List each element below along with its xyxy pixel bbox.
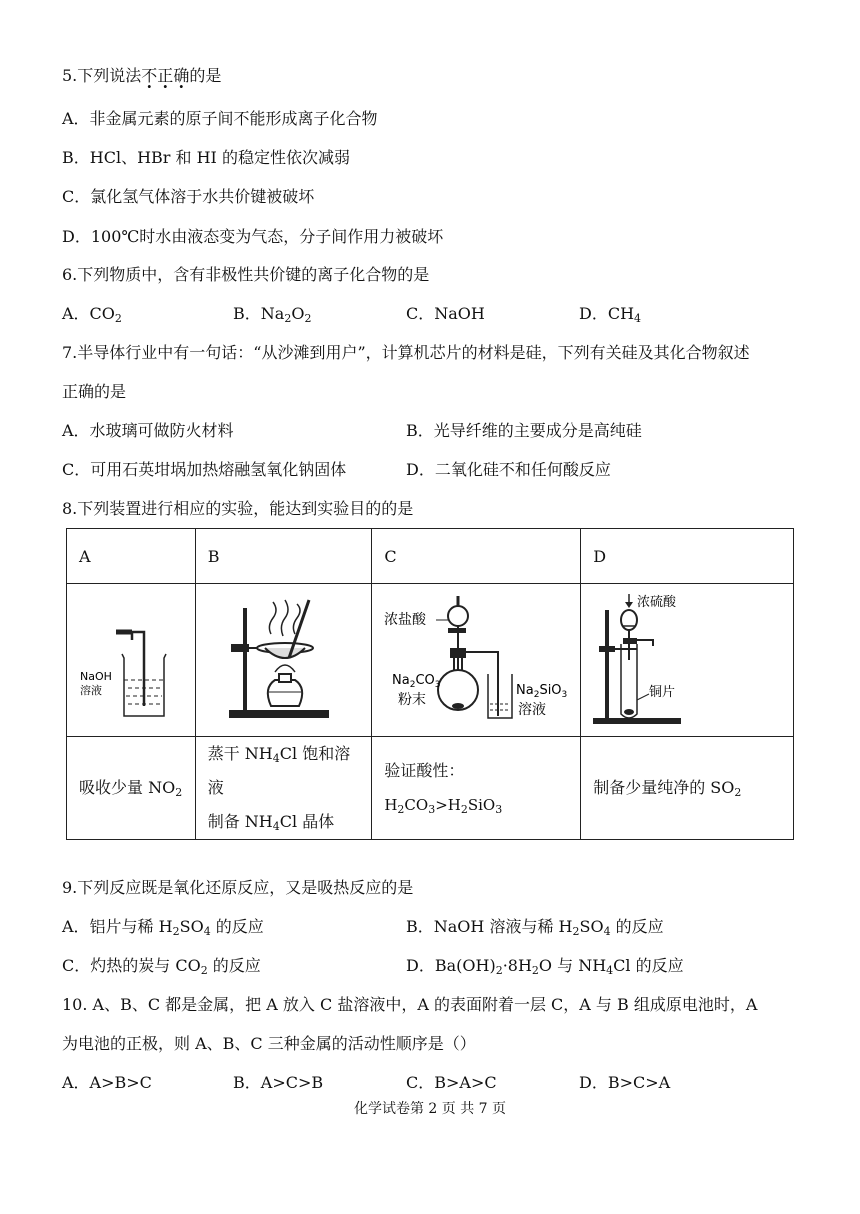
header-a: A bbox=[67, 529, 196, 584]
page-footer: 化学试卷第 2 页 共 7 页 bbox=[353, 1101, 507, 1117]
q9-option-c: C．灼热的炭与 $CO_2$ 的反应 bbox=[62, 956, 261, 977]
experiment-table bbox=[66, 528, 794, 840]
q10-option-a: A．A>B>C bbox=[62, 1073, 152, 1092]
q9-option-b: B．NaOH 溶液与稀 $H_2SO_4$ 的反应 bbox=[406, 917, 664, 938]
q5-option-c: C．氯化氢气体溶于水共价键被破坏 bbox=[62, 187, 315, 206]
q9-option-a: A．铝片与稀 $H_2SO_4$ 的反应 bbox=[62, 917, 264, 938]
q9-stem: 9.下列反应既是氧化还原反应，又是吸热反应的是 bbox=[62, 878, 414, 897]
powder-label: 粉末 bbox=[398, 692, 427, 708]
desc-b: 蒸干 $NH_4Cl$ 饱和溶液 制备 $NH_4Cl$ 晶体 bbox=[195, 737, 372, 840]
header-b: B bbox=[195, 529, 372, 584]
q6-option-a: A．$CO_2$ bbox=[62, 304, 122, 325]
conc-hcl-label: 浓盐酸 bbox=[384, 612, 427, 628]
q6-option-b: B．$Na_2O_2$ bbox=[233, 304, 312, 325]
desc-a: 吸收少量 $NO_2$ bbox=[67, 737, 196, 840]
apparatus-c-cell bbox=[372, 584, 581, 737]
apparatus-d-cell bbox=[581, 584, 794, 737]
conc-h2so4-label: 浓硫酸 bbox=[637, 595, 677, 610]
na2co3-label: $Na_2CO_3$ bbox=[392, 673, 441, 690]
q5-stem: 5.下列说法不正确的是 bbox=[62, 66, 222, 85]
header-c: C bbox=[372, 529, 581, 584]
solution-label-a: 溶液 bbox=[79, 684, 102, 697]
q6-option-c: C．NaOH bbox=[406, 304, 485, 323]
q7-stem-line2: 正确的是 bbox=[62, 382, 127, 401]
naoh-label: NaOH bbox=[79, 670, 112, 683]
na2sio3-label: $Na_2SiO_3$ bbox=[516, 683, 568, 700]
header-d: D bbox=[581, 529, 794, 584]
q7-option-c: C．可用石英坩埚加热熔融氢氧化钠固体 bbox=[62, 460, 347, 479]
q5-option-b: B．HCl、HBr 和 HI 的稳定性依次减弱 bbox=[62, 148, 350, 167]
solution-label-c: 溶液 bbox=[518, 702, 547, 718]
q5-option-a: A．非金属元素的原子间不能形成离子化合物 bbox=[62, 109, 378, 128]
q6-stem: 6.下列物质中，含有非极性共价键的离子化合物的是 bbox=[62, 265, 430, 284]
desc-d: 制备少量纯净的 $SO_2$ bbox=[581, 737, 794, 840]
q7-option-a: A．水玻璃可做防火材料 bbox=[62, 421, 234, 440]
q10-stem-line1: 10. A、B、C 都是金属，把 A 放入 C 盐溶液中，A 的表面附着一层 C，A 与 B 组成原电池时，A bbox=[62, 995, 758, 1014]
q7-option-d: D．二氧化硅不和任何酸反应 bbox=[406, 460, 611, 479]
q7-stem-line1: 7.半导体行业中有一句话：“从沙滩到用户”，计算机芯片的材料是硅，下列有关硅及其化合物叙述 bbox=[62, 343, 750, 362]
evaporating-dish-diagram bbox=[209, 588, 359, 728]
q10-option-d: D．B>C>A bbox=[579, 1073, 671, 1092]
q5-option-d: D．100℃时水由液态变为气态，分子间作用力被破坏 bbox=[62, 227, 444, 246]
apparatus-b-cell bbox=[195, 584, 372, 737]
q10-option-c: C．B>A>C bbox=[406, 1073, 497, 1092]
acid-strength-diagram bbox=[376, 588, 576, 728]
beaker-naoh-diagram bbox=[76, 588, 186, 728]
so2-preparation-diagram bbox=[587, 588, 787, 728]
q8-stem: 8.下列装置进行相应的实验，能达到实验目的的是 bbox=[62, 499, 414, 518]
q6-option-d: D．$CH_4$ bbox=[579, 304, 642, 325]
desc-c: 验证酸性： $H_2CO_3>H_2SiO_3$ bbox=[372, 737, 581, 840]
q9-option-d: D．$Ba(OH)_2\cdot 8H_2O$ 与 $NH_4Cl$ 的反应 bbox=[406, 956, 684, 977]
q7-option-b: B．光导纤维的主要成分是高纯硅 bbox=[406, 421, 642, 440]
q10-stem-line2: 为电池的正极，则 A、B、C 三种金属的活动性顺序是（） bbox=[62, 1034, 476, 1053]
q10-option-b: B．A>C>B bbox=[233, 1073, 324, 1092]
apparatus-a-cell bbox=[67, 584, 196, 737]
copper-label: 铜片 bbox=[649, 685, 676, 700]
